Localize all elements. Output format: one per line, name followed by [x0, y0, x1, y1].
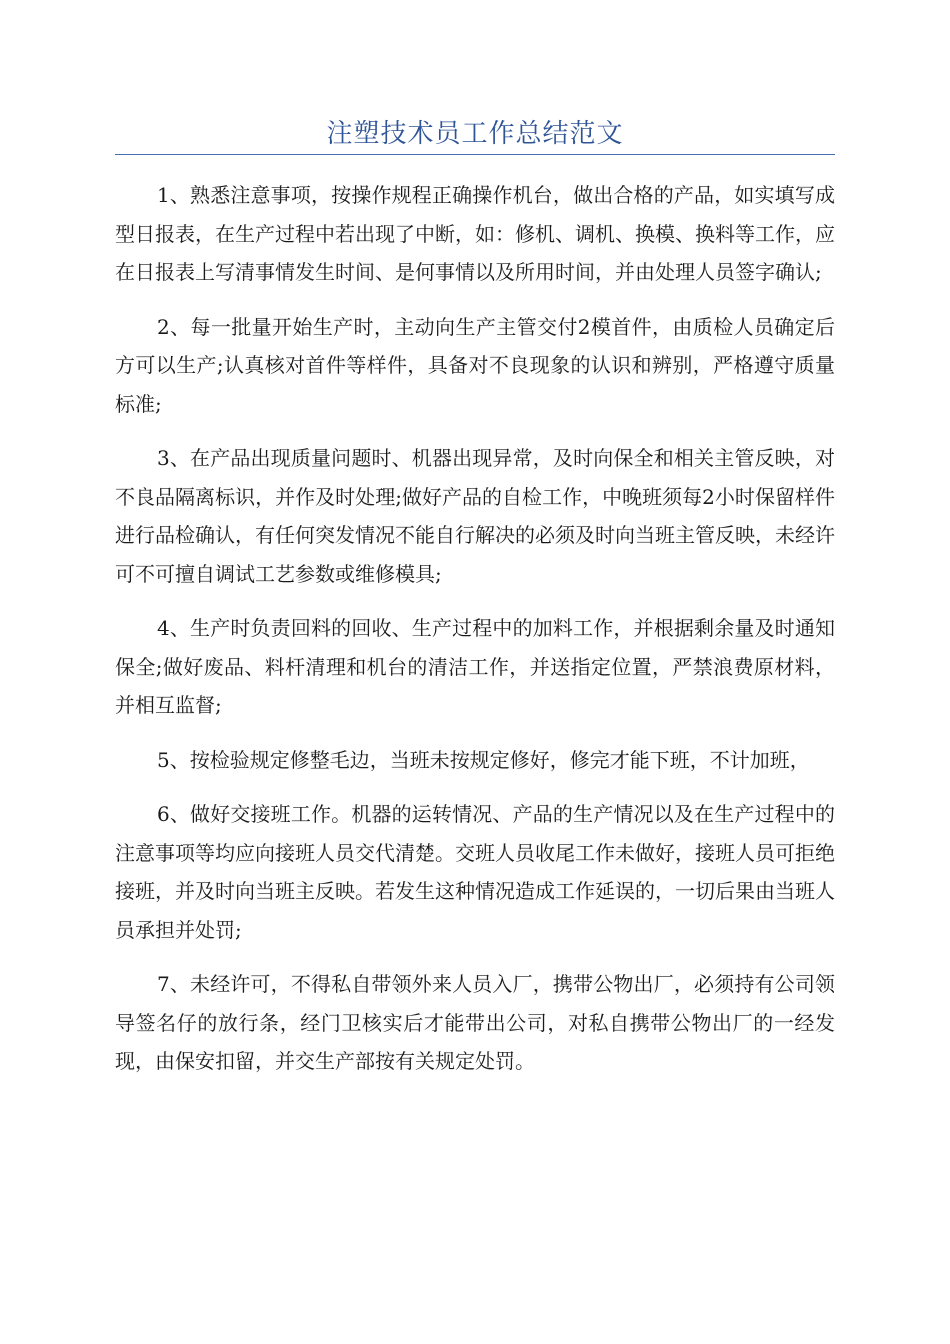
paragraph-3: 3、在产品出现质量问题时、机器出现异常，及时向保全和相关主管反映，对不良品隔离标识，并作及时处理;做好产品的自检工作，中晚班须每2小时保留样件进行品检确认，有任何突发情况不能自行解决的必须及时向当班主管反映，未经许可不可擅自调试工艺参数或维修模具; — [115, 446, 835, 586]
paragraph-1: 1、熟悉注意事项，按操作规程正确操作机台，做出合格的产品，如实填写成型日报表，在生产过程中若出现了中断，如：修机、调机、换模、换料等工作，应在日报表上写清事情发生时间、是何事情以及所用时间，并由处理人员签字确认; — [115, 183, 835, 284]
paragraph-2: 2、每一批量开始生产时，主动向生产主管交付2模首件，由质检人员确定后方可以生产;认真核对首件等样件，具备对不良现象的认识和辨别，严格遵守质量标准; — [115, 314, 835, 416]
document-body — [115, 176, 835, 1097]
paragraph-6: 6、做好交接班工作。机器的运转情况、产品的生产情况以及在生产过程中的注意事项等均应向接班人员交代清楚。交班人员收尾工作未做好，接班人员可拒绝接班，并及时向当班主反映。若发生这种情况造成工作延误的，一切后果由当班人员承担并处罚; — [115, 802, 835, 942]
paragraph-4: 4、生产时负责回料的回收、生产过程中的加料工作，并根据剩余量及时通知保全;做好废品、料杆清理和机台的清洁工作，并送指定位置，严禁浪费原材料，并相互监督; — [115, 616, 835, 717]
paragraph-7: 7、未经许可，不得私自带领外来人员入厂，携带公物出厂，必须持有公司领导签名仔的放行条，经门卫核实后才能带出公司，对私自携带公物出厂的一经发现，由保安扣留，并交生产部按有关规定处罚。 — [115, 972, 835, 1073]
document-title: 注塑技术员工作总结范文 — [326, 119, 624, 149]
title-underline — [115, 154, 835, 155]
paragraph-5: 5、按检验规定修整毛边，当班未按规定修好，修完才能下班，不计加班， — [157, 747, 810, 772]
